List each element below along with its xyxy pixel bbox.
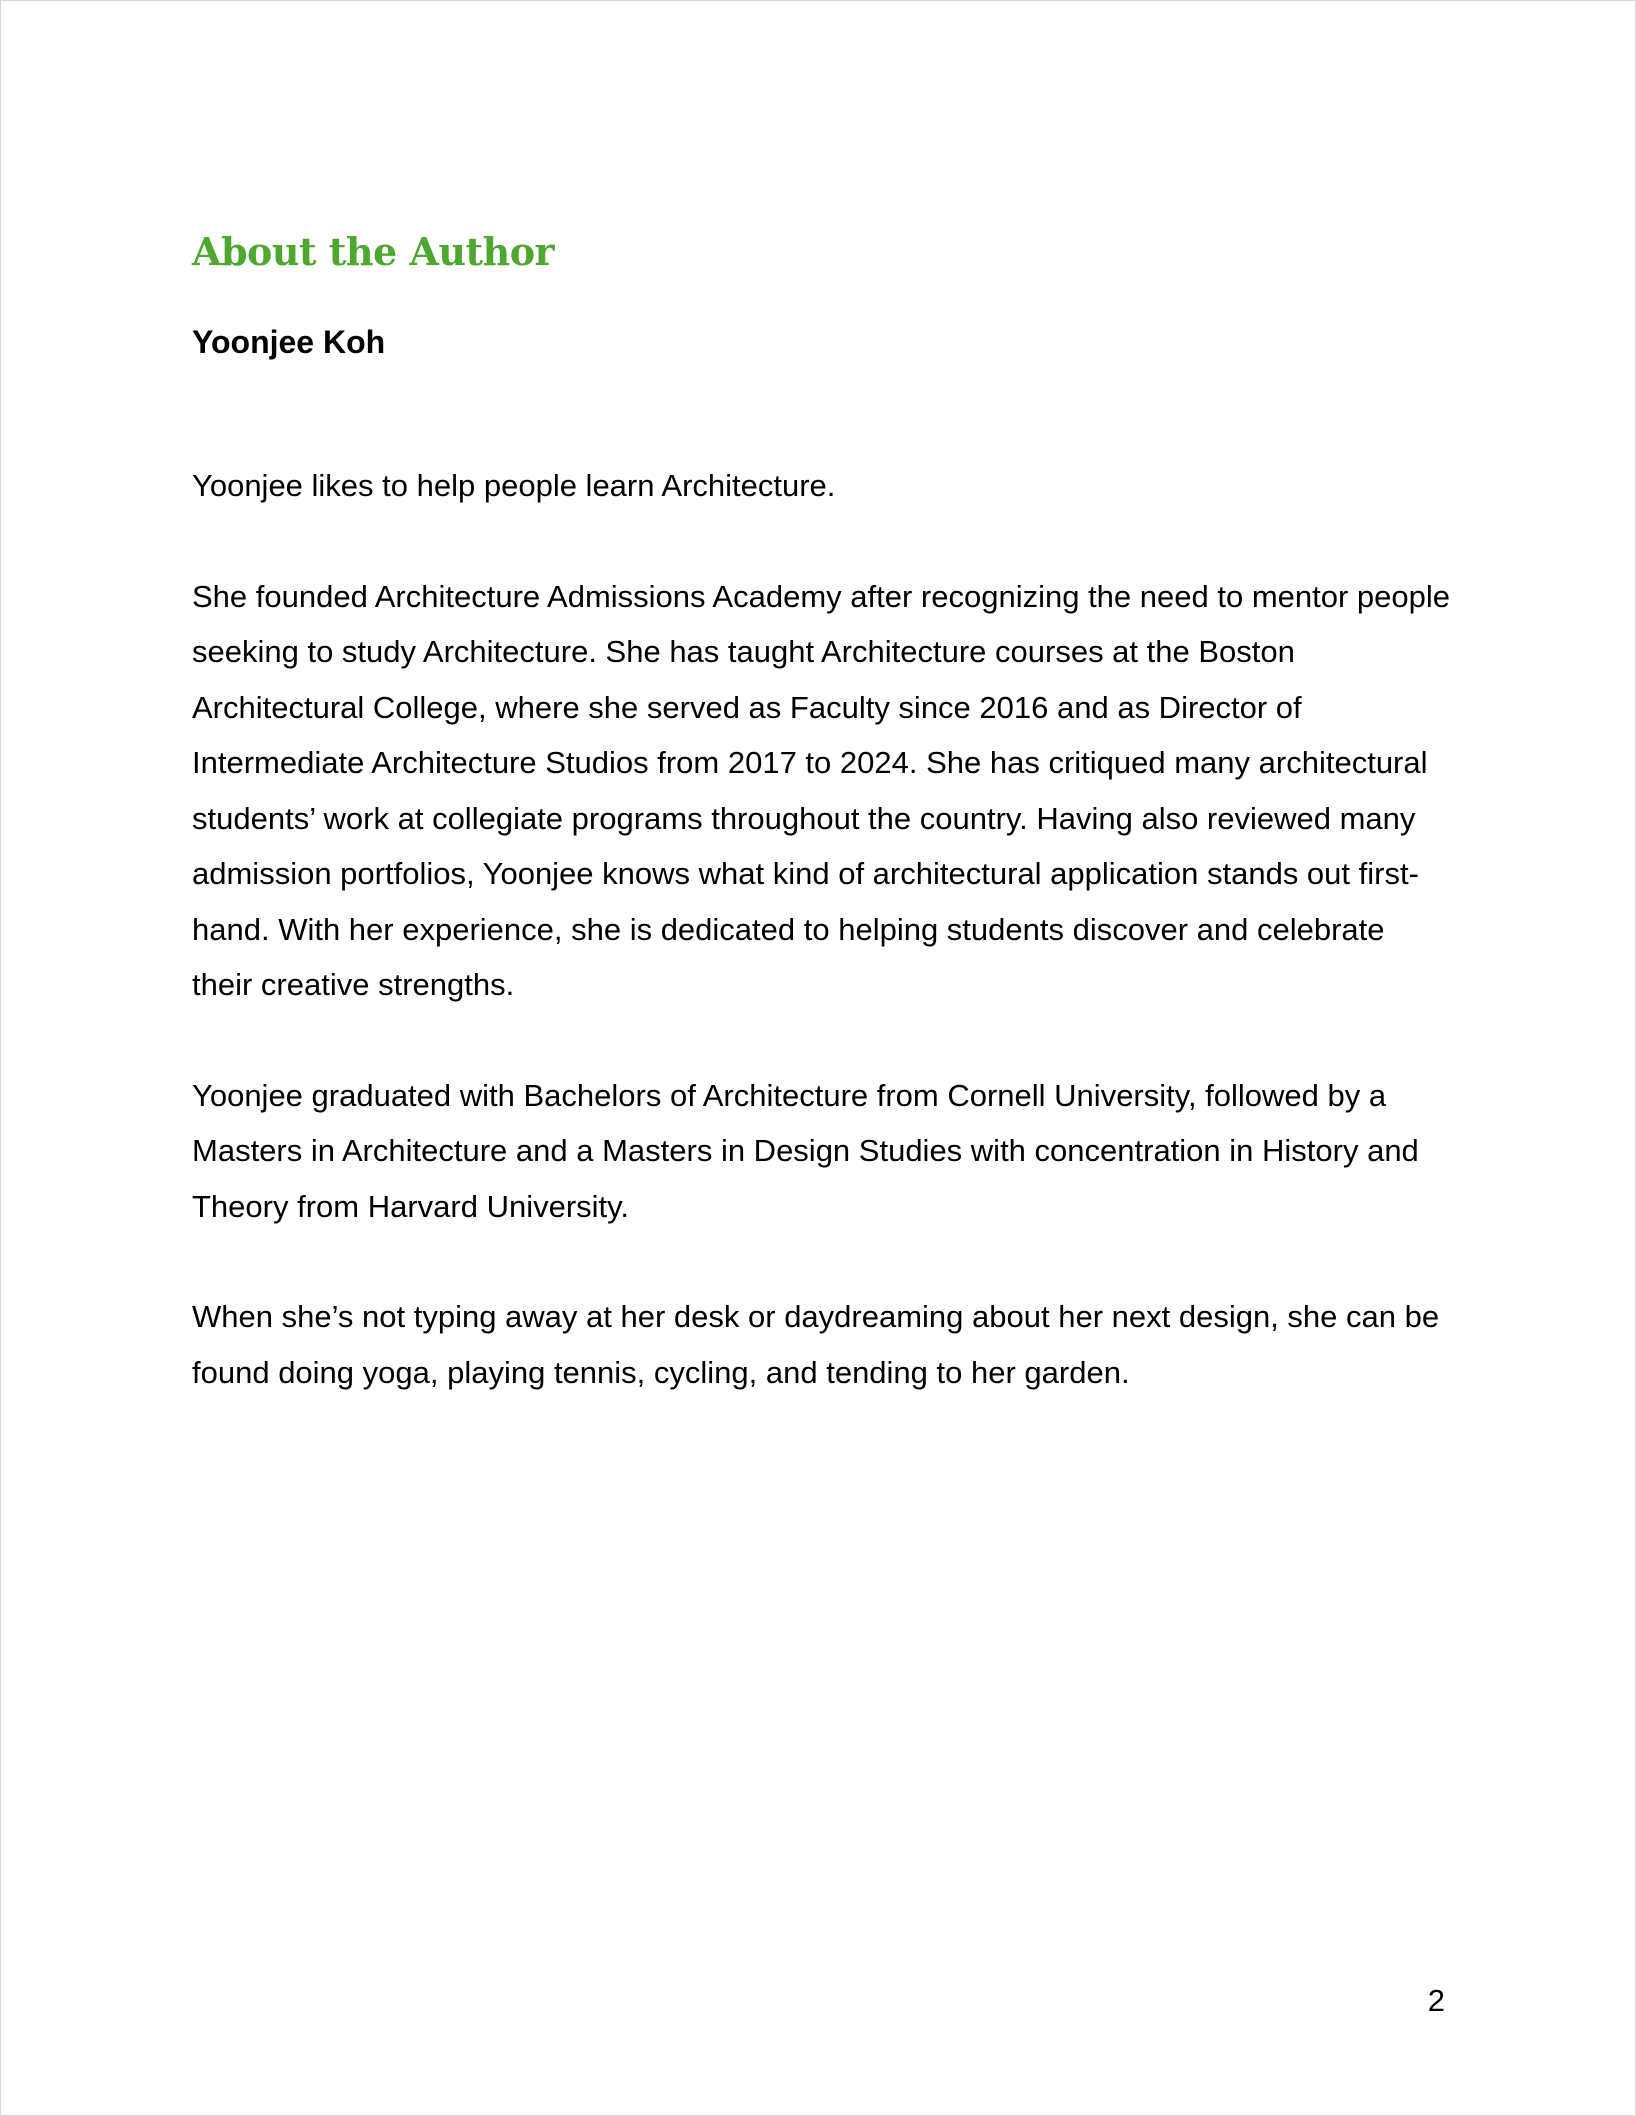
page-number: 2 (1427, 1983, 1445, 2018)
section-heading: About the Author (192, 229, 555, 274)
paragraph-career: She founded Architecture Admissions Academy after recognizing the need to mentor people seeking to study Architecture. She has taught Architecture courses at the Boston Architectural College, where she served as Faculty since 2016 and as Director of Intermediate Architecture Studios from 2017 to 2024. She has critiqued many architectural students’ work at collegiate programs throughout the country. Having also reviewed many admission portfolios, Yoonjee knows what kind of architectural application stands out first-hand. With her experience, she is dedicated to helping students discover and celebrate their creative strengths. (192, 578, 1450, 1002)
paragraph-hobbies: When she’s not typing away at her desk or daydreaming about her next design, she can be found doing yoga, playing tennis, cycling, and tending to her garden. (192, 1299, 1440, 1390)
paragraph-education: Yoonjee graduated with Bachelors of Architecture from Cornell University, followed by a Masters in Architecture and a Masters in Design Studies with concentration in History and Theory from Harvard University. (192, 1077, 1419, 1224)
paragraph-intro: Yoonjee likes to help people learn Architecture. (192, 468, 836, 503)
page-content (192, 225, 1452, 1400)
author-name: Yoonjee Koh (192, 324, 386, 360)
